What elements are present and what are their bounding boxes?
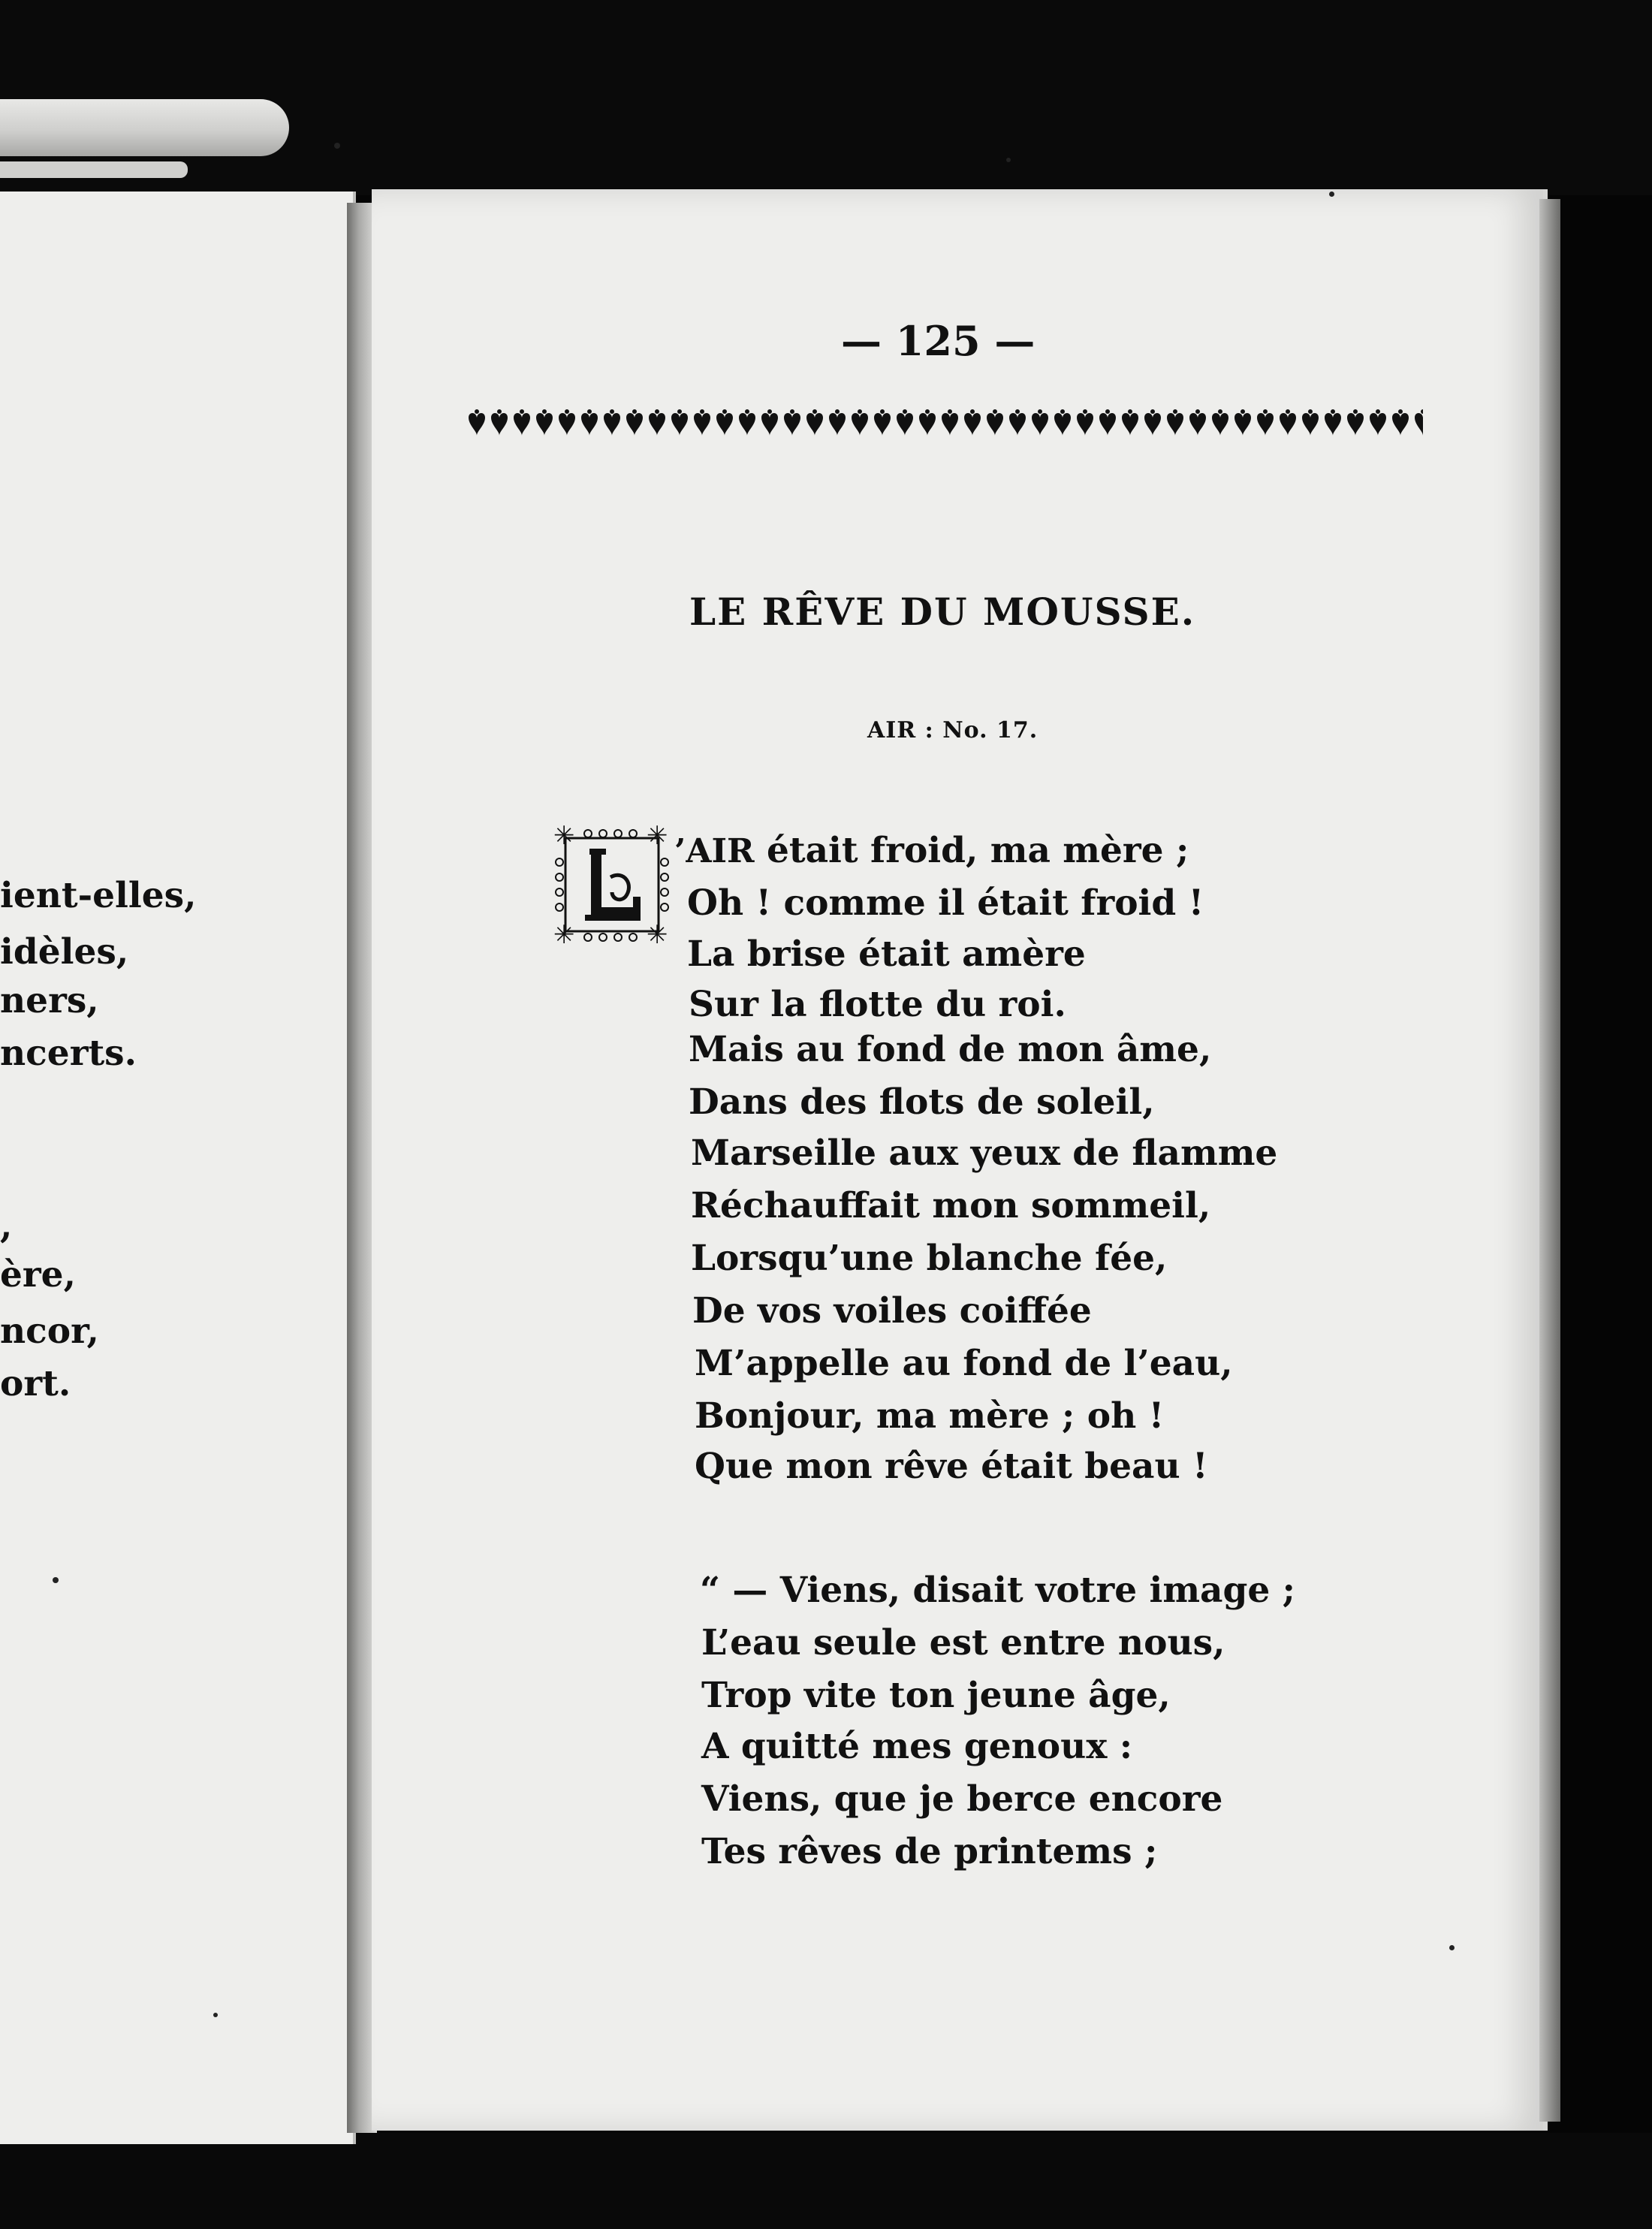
left-page-line: ère, <box>0 1254 76 1295</box>
tune-reference: AIR : No. 17. <box>867 717 1039 744</box>
verse-line: M’appelle au fond de l’eau, <box>695 1343 1233 1384</box>
verse-line: Bonjour, ma mère ; oh ! <box>695 1395 1165 1437</box>
verse-line: Tes rêves de printems ; <box>701 1831 1158 1872</box>
verse-line: Lorsqu’une blanche fée, <box>691 1238 1168 1279</box>
scan-speck <box>213 2013 218 2017</box>
verse-line: Que mon rêve était beau ! <box>695 1446 1208 1487</box>
scan-speck <box>1449 1945 1455 1950</box>
svg-text:✳: ✳ <box>647 920 668 945</box>
book-spine-shadow <box>0 161 188 178</box>
drop-cap-l-icon <box>552 825 672 945</box>
svg-text:✳: ✳ <box>553 825 575 851</box>
scan-background-bottom <box>0 2133 1652 2229</box>
verse-line: Dans des flots de soleil, <box>689 1081 1155 1123</box>
left-page-line: ient-elles, <box>0 875 197 916</box>
page-number: — 125 — <box>841 317 1036 365</box>
verse-line: De vos voiles coiffée <box>692 1290 1092 1332</box>
scan-speck <box>1006 158 1011 162</box>
svg-text:✳: ✳ <box>647 825 668 851</box>
left-page-line: ncor, <box>0 1311 99 1352</box>
left-page-line: idèles, <box>0 931 129 973</box>
drop-cap-continuation: ’AIR <box>674 832 755 870</box>
verse-line: Viens, que je berce encore <box>701 1778 1223 1820</box>
svg-text:✳: ✳ <box>553 920 575 945</box>
scan-speck <box>334 143 340 149</box>
verse-line: Sur la flotte du roi. <box>689 984 1066 1025</box>
left-page <box>0 192 356 2144</box>
ornament-rule <box>466 406 1423 451</box>
scan-speck <box>53 1577 59 1583</box>
scan-speck <box>1329 192 1334 197</box>
left-page-line: ncerts. <box>0 1033 137 1074</box>
verse-line: La brise était amère <box>687 934 1086 975</box>
scan-background-top <box>0 0 1652 195</box>
song-title: LE RÊVE DU MOUSSE. <box>689 590 1196 634</box>
verse-line: Réchauffait mon sommeil, <box>691 1185 1211 1226</box>
verse-line: L’eau seule est entre nous, <box>701 1622 1225 1663</box>
left-page-line: ort. <box>0 1363 71 1404</box>
verse-line: Mais au fond de mon âme, <box>689 1029 1212 1070</box>
verse-line: A quitté mes genoux : <box>701 1726 1133 1767</box>
verse-line-first-rest: était froid, ma mère ; <box>754 830 1189 871</box>
page-edge <box>1539 199 1560 2122</box>
left-page-line: , <box>0 1205 13 1247</box>
left-page-line: ners, <box>0 980 99 1021</box>
verse-line-first <box>674 830 1189 871</box>
book-spine-roll <box>0 99 289 156</box>
verse-line: Marseille aux yeux de flamme <box>691 1133 1278 1174</box>
verse-line: Oh ! comme il était froid ! <box>687 882 1204 924</box>
verse-line: Trop vite ton jeune âge, <box>701 1675 1171 1716</box>
verse-line: “ — Viens, disait votre image ; <box>700 1570 1295 1611</box>
